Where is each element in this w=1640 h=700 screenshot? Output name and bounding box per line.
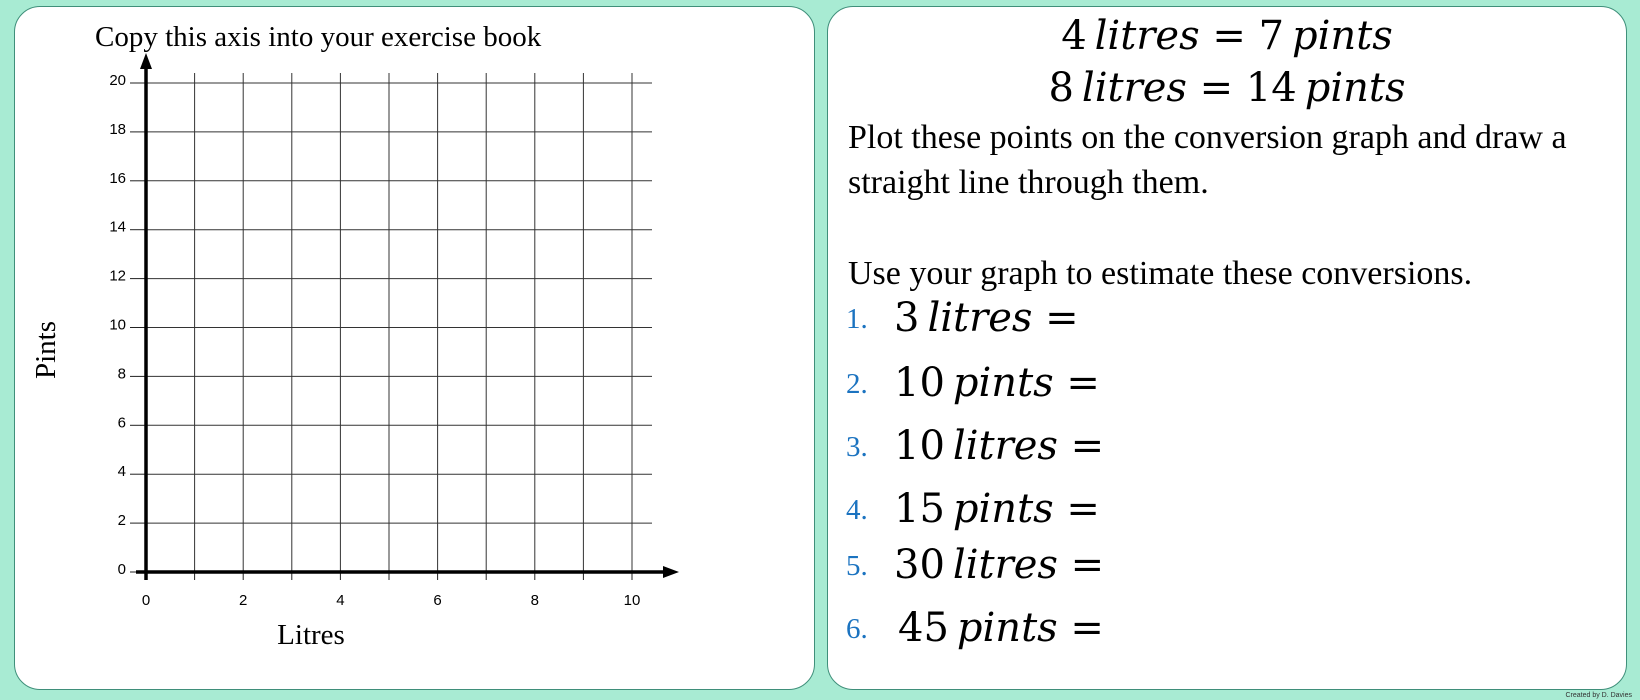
axis-panel (14, 6, 815, 690)
axis-instruction-title: Copy this axis into your exercise book (95, 21, 542, 53)
y-tick-label: 4 (117, 463, 126, 481)
conversion-fact-2: 8 litres = 14 pints (1048, 65, 1406, 111)
question-number: 4. (846, 494, 868, 526)
question-number: 3. (846, 431, 868, 463)
question-number: 5. (846, 550, 868, 582)
plot-instruction: Plot these points on the conversion graph and draw a straight line through them. (848, 119, 1567, 201)
question-expression: 10 litres = (894, 423, 1105, 469)
author-credit: Created by D. Davies (1565, 692, 1632, 699)
question-number: 1. (846, 303, 868, 335)
question-number: 2. (846, 368, 868, 400)
y-tick-label: 14 (109, 218, 126, 236)
y-tick-label: 2 (117, 512, 126, 530)
x-tick-label: 2 (239, 592, 248, 609)
y-tick-label: 18 (109, 120, 126, 138)
questions-panel (827, 6, 1627, 690)
y-axis-title: Pints (30, 320, 62, 380)
question-expression: 15 pints = (894, 486, 1100, 532)
y-tick-label: 6 (117, 414, 126, 432)
y-tick-label: 8 (117, 365, 126, 383)
question-expression: 3 litres = (894, 295, 1079, 341)
x-tick-label: 10 (623, 592, 641, 609)
x-tick-label: 0 (141, 592, 151, 609)
x-axis-arrowhead (663, 566, 679, 578)
question-expression: 10 pints = (894, 360, 1100, 406)
question-number: 6. (846, 613, 868, 645)
x-tick-label: 6 (433, 592, 442, 609)
x-tick-label: 8 (530, 592, 539, 609)
estimate-instruction: Use your graph to estimate these conversions. (848, 255, 1473, 292)
x-axis-title: Litres (277, 619, 345, 651)
y-tick-label: 0 (117, 561, 126, 578)
conversion-fact-1: 4 litres = 7 pints (1061, 13, 1393, 59)
question-expression: 30 litres = (894, 542, 1105, 588)
conversion-axis-chart (15, 7, 815, 691)
y-tick-label: 12 (109, 267, 126, 285)
y-tick-label: 20 (109, 72, 126, 89)
x-tick-label: 4 (336, 592, 345, 609)
y-tick-label: 10 (109, 316, 126, 334)
y-axis-arrowhead (140, 53, 152, 69)
y-tick-label: 16 (109, 169, 126, 187)
question-expression: 45 pints = (898, 605, 1104, 651)
